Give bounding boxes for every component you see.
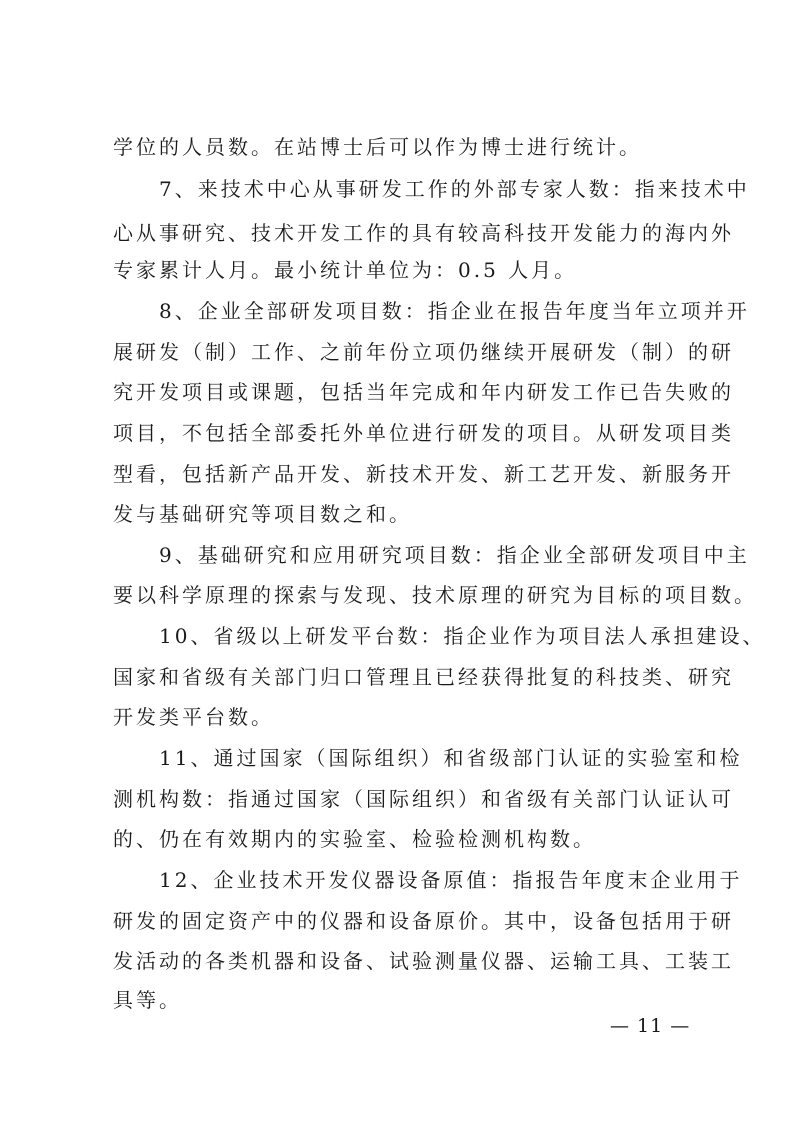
body-text-line: 测机构数：指通过国家（国际组织）和省级有关部门认证认可 [113,787,734,811]
item-9-heading-line: 9、基础研究和应用研究项目数：指企业全部研发项目中主 [159,543,750,567]
item-7-heading-line: 7、来技术中心从事研发工作的外部专家人数：指来技术中 [159,177,750,201]
item-11-heading-line: 11、通过国家（国际组织）和省级部门认证的实验室和检 [159,746,743,770]
body-text-line: 心从事研究、技术开发工作的具有较高科技开发能力的海内外 [113,221,734,245]
item-12-heading-line: 12、企业技术开发仪器设备原值：指报告年度末企业用于 [159,868,743,892]
body-text-line: 要以科学原理的探索与发现、技术原理的研究为目标的项目数。 [113,583,757,607]
body-text-line: 专家累计人月。最小统计单位为：0.5 人月。 [113,258,578,282]
item-8-heading-line: 8、企业全部研发项目数：指企业在报告年度当年立项并开 [159,299,750,323]
body-text-line: 具等。 [113,988,182,1012]
body-text-line: 的、仍在有效期内的实验室、检验检测机构数。 [113,827,596,851]
body-text-line: 发活动的各类机器和设备、试验测量仪器、运输工具、工装工 [113,949,734,973]
body-text-line: 究开发项目或课题，包括当年完成和年内研发工作已告失败的 [113,380,734,404]
body-text-line: 国家和省级有关部门归口管理且已经获得批复的科技类、研究 [113,665,734,689]
body-text-line: 型看，包括新产品开发、新技术开发、新工艺开发、新服务开 [113,462,734,486]
body-text-line: 学位的人员数。在站博士后可以作为博士进行统计。 [113,135,642,159]
body-text-line: 发与基础研究等项目数之和。 [113,502,412,526]
body-text-line: 研发的固定资产中的仪器和设备原价。其中，设备包括用于研 [113,909,734,933]
item-10-heading-line: 10、省级以上研发平台数：指企业作为项目法人承担建设、 [159,624,766,648]
body-text-line: 项目，不包括全部委托外单位进行研发的项目。从研发项目类 [113,421,734,445]
body-text-line: 开发类平台数。 [113,705,274,729]
body-text-line: 展研发（制）工作、之前年份立项仍继续开展研发（制）的研 [113,340,734,364]
page-number: — 11 — [610,1015,691,1037]
